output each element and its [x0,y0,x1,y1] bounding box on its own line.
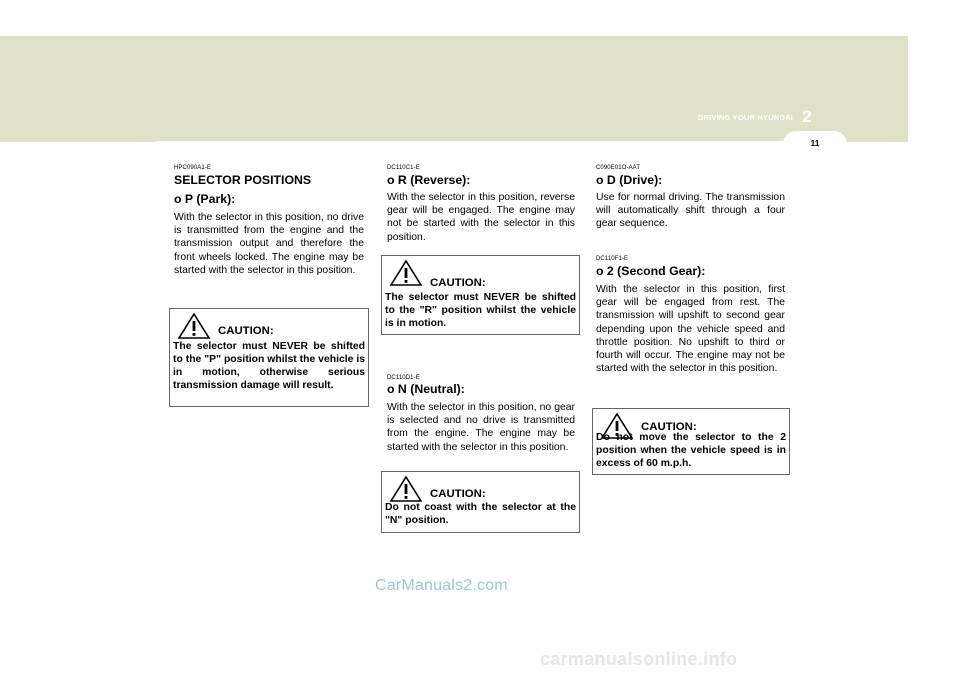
park-text: With the selector in this position, no drive is transmitted from the engine and the transmission output and therefore the front wheels locked. The engine may be started with the selector in this position. [174,212,364,276]
second-gear-caution-box [592,408,790,475]
park-heading: o P (Park): [174,192,236,206]
section-code: HPC090A1-E [174,165,212,171]
caution-text: Do not move the selector to the 2 position when the vehicle speed is in excess of 60 m.p.h. [596,432,786,469]
second-gear-text: With the selector in this position, first gear will be engaged from rest. The transmission will upshift to second gear depending upon the vehicle speed and throttle position. No upshift to third or fourth will occur. The engine may not be started with the selector in this position. [596,284,785,375]
carmanuals-link[interactable]: CarManuals2.com [375,577,508,594]
second-gear-code: DC110F1-E [596,256,629,262]
reverse-caution-box [381,255,580,335]
page-number: 11 [810,138,820,148]
warning-icon [389,475,423,503]
caution-title: CAUTION: [641,421,697,433]
warning-icon [389,259,423,287]
caution-title: CAUTION: [430,488,486,500]
neutral-heading: o N (Neutral): [387,382,465,396]
neutral-caution-box [381,471,580,533]
drive-code: C090E01O-AAT [596,165,641,171]
reverse-code: DC110C1-E [387,165,420,171]
park-caution-box [169,308,369,407]
caution-text: The selector must NEVER be shifted to the "R" position whilst the vehicle is in motion. [385,292,576,329]
second-gear-heading: o 2 (Second Gear): [596,264,706,278]
section-title: SELECTOR POSITIONS [174,173,312,187]
caution-text: Do not coast with the selector at the "N" position. [385,502,576,526]
caution-title: CAUTION: [430,277,486,289]
drive-heading: o D (Drive): [596,173,663,187]
drive-text: Use for normal driving. The transmission will automatically shift through a four gear sequence. [596,192,785,230]
warning-icon [177,312,211,340]
neutral-text: With the selector in this position, no gear is selected and no drive is transmitted from the engine. The engine may be started with the selector in this position. [387,402,575,453]
caution-title: CAUTION: [218,325,274,337]
reverse-heading: o R (Reverse): [387,173,471,187]
watermark: carmanualsonline.info [540,649,738,669]
chapter-title: DRIVING YOUR HYUNDAI [697,113,793,122]
neutral-code: DC110D1-E [387,375,420,381]
chapter-number: 2 [802,107,812,126]
reverse-text: With the selector in this position, reverse gear will be engaged. The engine may not be started with the selector in this position. [387,192,575,243]
header-band [0,36,908,142]
caution-text: The selector must NEVER be shifted to the "P" position whilst the vehicle is in motion, otherwise serious transmission damage will result. [173,341,365,391]
